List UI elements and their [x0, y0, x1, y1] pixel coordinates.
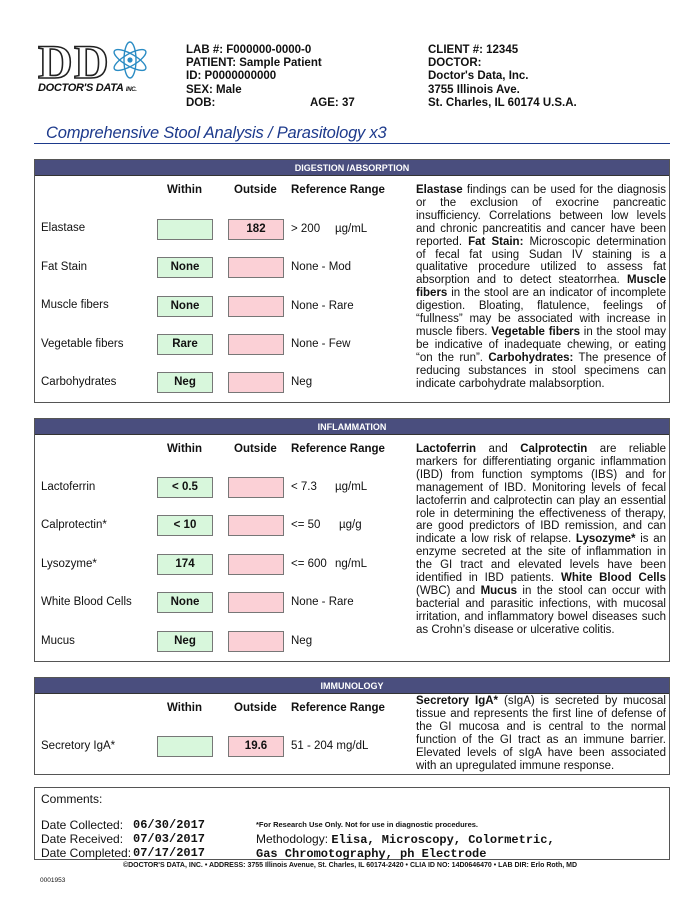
- client-number: CLIENT #: 12345: [428, 44, 519, 56]
- client-org: Doctor's Data, Inc.: [428, 70, 529, 83]
- reference-range: Neg: [291, 635, 313, 647]
- logo-wordmark: DOCTOR'S DATA INC.: [38, 82, 137, 94]
- outside-box: [228, 515, 284, 536]
- within-box: [157, 219, 213, 240]
- outside-box: [228, 296, 284, 317]
- immunology-description: Secretory IgA* (sIgA) is secreted by mucosal tissue and represents the first line of defense of the GI mucosa and is central to the normal function of the GI tract as an immune barrier. Elevated levels of sIgA have been associated with an upregulated immune response.: [416, 695, 666, 772]
- date-completed: 07/17/2017: [133, 846, 206, 860]
- test-label: Muscle fibers: [41, 299, 109, 311]
- reference-range: Neg: [291, 376, 313, 388]
- outside-box: [228, 592, 284, 613]
- reference-range: <= 600: [291, 558, 327, 570]
- digestion-description: Elastase findings can be used for the diagnosis or the exclusion of exocrine pancreatic insufficiency. Correlations between low levels and chronic pancreatitis and cancer have been reported. Fat Stain: Microscopic determination of fecal fat using Sudan IV staining is a qualitative procedure utilized to assess fat absorption and to detect steatorrhea. Muscle fibers in the stool are an indicator of incomplete digestion. Bloating, flatulence, feelings of “fullness” may be associated with increase in muscle fibers. Vegetable fibers in the stool may be indicative of inadequate chewing, or eating “on the run”. Carbohydrates: The presence of reducing substances in stool specimens can indicate carbohydrate malabsorption.: [416, 184, 666, 390]
- within-box: Neg: [157, 631, 213, 652]
- outside-box: 182: [228, 219, 284, 240]
- within-box: < 10: [157, 515, 213, 536]
- within-box: None: [157, 592, 213, 613]
- within-header: Within: [167, 702, 203, 714]
- reference-header: Reference Range: [291, 184, 385, 196]
- test-label: Mucus: [41, 635, 75, 647]
- unit: µg/mL: [335, 481, 368, 493]
- page-footer: ©DOCTOR'S DATA, INC. • ADDRESS: 3755 Illinois Avenue, St. Charles, IL 60174-2420 • CLIA ID NO: 14D0646470 • LAB DIR: Erlo Roth, MD: [122, 862, 578, 869]
- patient-info: [186, 44, 322, 110]
- patient-age: AGE: 37: [310, 96, 355, 109]
- test-label: White Blood Cells: [41, 596, 132, 608]
- within-box: None: [157, 257, 213, 278]
- unit: µg/mL: [335, 223, 368, 235]
- within-box: Rare: [157, 334, 213, 355]
- reference-header: Reference Range: [291, 443, 385, 455]
- inflammation-section: [34, 418, 670, 662]
- date-completed-label: Date Completed:: [41, 846, 132, 860]
- svg-text:D: D: [38, 38, 73, 84]
- test-label: Vegetable fibers: [41, 338, 124, 350]
- comments-box: [34, 787, 670, 860]
- test-label: Secretory IgA*: [41, 740, 116, 752]
- patient-dob: DOB:: [186, 96, 216, 109]
- logo-mark-icon: [38, 38, 156, 84]
- reference-range: < 7.3: [291, 481, 317, 493]
- client-info: [428, 44, 577, 110]
- comments-label: Comments:: [41, 792, 103, 806]
- within-header: Within: [167, 184, 203, 196]
- outside-header: Outside: [234, 184, 277, 196]
- within-box: < 0.5: [157, 477, 213, 498]
- client-street: 3755 Illinois Ave.: [428, 83, 520, 96]
- test-label: Fat Stain: [41, 261, 88, 273]
- date-collected: 06/30/2017: [133, 818, 206, 832]
- within-box: None: [157, 296, 213, 317]
- reference-range: <= 50: [291, 519, 321, 531]
- outside-header: Outside: [234, 702, 277, 714]
- immunology-section: [34, 677, 670, 775]
- section-heading: INFLAMMATION: [35, 419, 669, 435]
- outside-header: Outside: [234, 443, 277, 455]
- patient-id: ID: P0000000000: [186, 70, 277, 83]
- lab-number: LAB #: F000000-0000-0: [186, 44, 312, 56]
- within-box: Neg: [157, 372, 213, 393]
- outside-box: [228, 477, 284, 498]
- methodology-line1: Elisa, Microscopy, Colormetric,: [331, 833, 555, 847]
- unit: µg/g: [339, 519, 362, 531]
- reference-range: > 200: [291, 223, 321, 235]
- research-note: *For Research Use Only. Not for use in diagnostic procedures.: [256, 820, 478, 829]
- client-city: St. Charles, IL 60174 U.S.A.: [428, 96, 577, 109]
- outside-box: [228, 334, 284, 355]
- outside-box: [228, 554, 284, 575]
- patient-name: PATIENT: Sample Patient: [186, 57, 322, 70]
- unit: ng/mL: [335, 558, 367, 570]
- test-label: Elastase: [41, 222, 86, 234]
- reference-range: 51 - 204 mg/dL: [291, 740, 369, 752]
- within-box: 174: [157, 554, 213, 575]
- section-heading: IMMUNOLOGY: [35, 678, 669, 694]
- test-label: Lactoferrin: [41, 481, 96, 493]
- methodology: [256, 832, 555, 847]
- date-collected-label: Date Collected:: [41, 818, 124, 832]
- reference-range: None - Rare: [291, 596, 354, 608]
- title-divider: [34, 143, 670, 144]
- patient-sex: SEX: Male: [186, 83, 242, 96]
- test-label: Lysozyme*: [41, 558, 97, 570]
- reference-range: None - Few: [291, 338, 351, 350]
- test-label: Calprotectin*: [41, 519, 107, 531]
- report-title: Comprehensive Stool Analysis / Parasitology x3: [46, 124, 387, 142]
- within-box: [157, 736, 213, 757]
- test-label: Carbohydrates: [41, 376, 117, 388]
- date-received-label: Date Received:: [41, 832, 124, 846]
- outside-box: [228, 372, 284, 393]
- reference-range: None - Rare: [291, 300, 354, 312]
- methodology-continued: [256, 846, 486, 861]
- digestion-section: [34, 159, 670, 403]
- outside-box: [228, 631, 284, 652]
- methodology-line2: Gas Chromotography, ph Electrode: [256, 847, 487, 861]
- date-received: 07/03/2017: [133, 832, 206, 846]
- doctor-label: DOCTOR:: [428, 57, 482, 70]
- reference-header: Reference Range: [291, 702, 385, 714]
- inflammation-description: Lactoferrin and Calprotectin are reliable markers for differentiating organic inflammation (IBD) from function symptoms (IBS) and for management of IBD. Monitoring levels of fecal lactoferrin and calprotectin can play an essential role in determining the effectiveness of therapy, are good predictors of IBD remission, and can indicate a low risk of relapse. Lysozyme* is an enzyme secreted at the site of inflammation in the GI tract and elevated levels have been identified in IBD patients. White Blood Cells (WBC) and Mucus in the stool can occur with bacterial and parasitic infections, with mucosal irritation, and inflammatory bowel diseases such as Crohn’s disease or ulcerative colitis.: [416, 443, 666, 636]
- outside-box: 19.6: [228, 736, 284, 757]
- company-logo: [38, 38, 156, 100]
- methodology-label: Methodology:: [256, 832, 329, 846]
- within-header: Within: [167, 443, 203, 455]
- form-number: 0001953: [40, 877, 66, 884]
- outside-box: [228, 257, 284, 278]
- section-heading: DIGESTION /ABSORPTION: [35, 160, 669, 176]
- svg-text:D: D: [74, 38, 109, 84]
- reference-range: None - Mod: [291, 261, 352, 273]
